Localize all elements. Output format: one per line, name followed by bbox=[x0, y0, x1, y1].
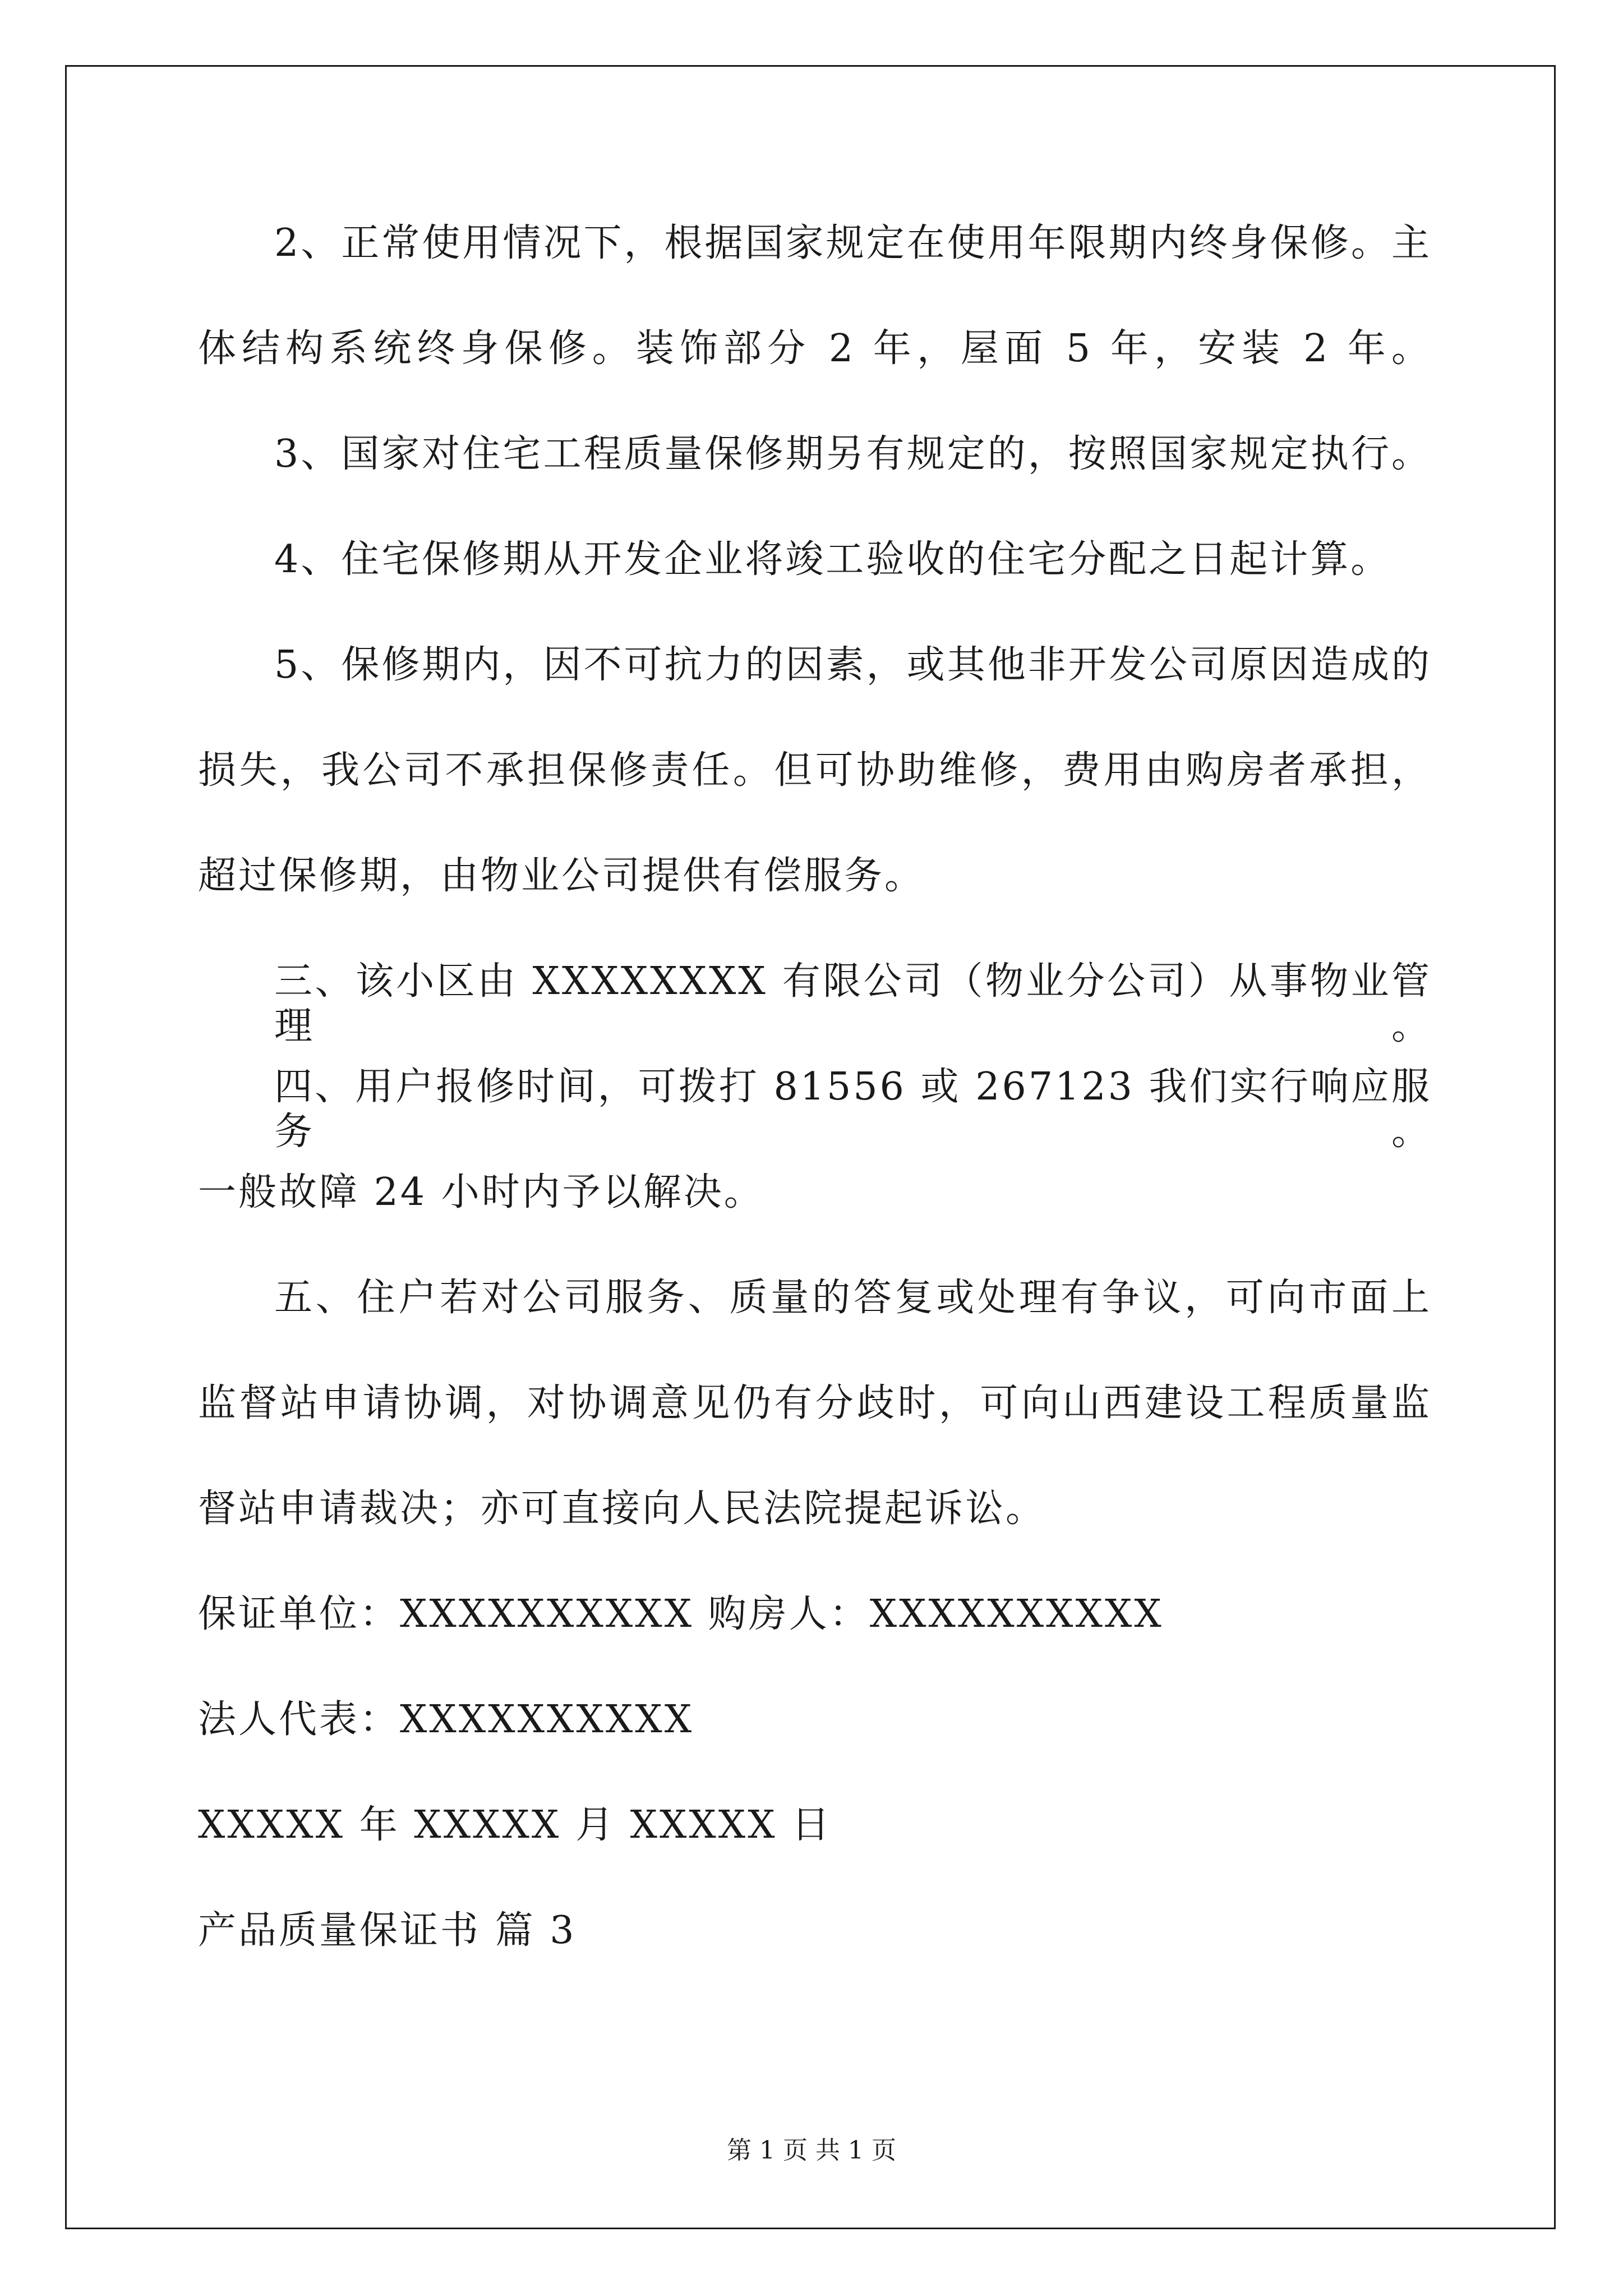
paragraph-line: 5、保修期内，因不可抗力的因素，或其他非开发公司原因造成的 bbox=[274, 643, 1432, 687]
paragraph-line: 损失，我公司不承担保修责任。但可协助维修，费用由购房者承担， bbox=[198, 748, 1432, 793]
paragraph-line: 4、住宅保修期从开发企业将竣工验收的住宅分配之日起计算。 bbox=[274, 537, 1391, 582]
date-line: XXXXX 年 XXXXX 月 XXXXX 日 bbox=[198, 1803, 832, 1847]
legal-representative-line: 法人代表：XXXXXXXXXX bbox=[198, 1697, 694, 1742]
paragraph-line: 监督站申请协调，对协调意见仍有分歧时，可向山西建设工程质量监 bbox=[198, 1381, 1432, 1425]
guarantor-signature-line: 保证单位：XXXXXXXXXX 购房人：XXXXXXXXXX bbox=[198, 1592, 1164, 1636]
paragraph-line: 体结构系统终身保修。装饰部分 2 年，屋面 5 年，安装 2 年。 bbox=[198, 326, 1432, 371]
paragraph-line: 三、该小区由 XXXXXXXX 有限公司（物业分公司）从事物业管理。 bbox=[274, 959, 1432, 1048]
section-heading: 产品质量保证书 篇 3 bbox=[198, 1908, 577, 1953]
page-number: 第 1 页 共 1 页 bbox=[727, 2136, 896, 2165]
paragraph-line: 2、正常使用情况下，根据国家规定在使用年限期内终身保修。主 bbox=[274, 221, 1432, 265]
paragraph-line: 一般故障 24 小时内予以解决。 bbox=[198, 1170, 764, 1214]
paragraph-line: 四、用户报修时间，可拨打 81556 或 267123 我们实行响应服务。 bbox=[274, 1065, 1432, 1154]
paragraph-line: 五、住户若对公司服务、质量的答复或处理有争议，可向市面上 bbox=[274, 1276, 1432, 1320]
paragraph-line: 3、国家对住宅工程质量保修期另有规定的，按照国家规定执行。 bbox=[274, 432, 1432, 476]
paragraph-line: 督站申请裁决；亦可直接向人民法院提起诉讼。 bbox=[198, 1487, 1046, 1531]
paragraph-line: 超过保修期，由物业公司提供有偿服务。 bbox=[198, 854, 925, 898]
